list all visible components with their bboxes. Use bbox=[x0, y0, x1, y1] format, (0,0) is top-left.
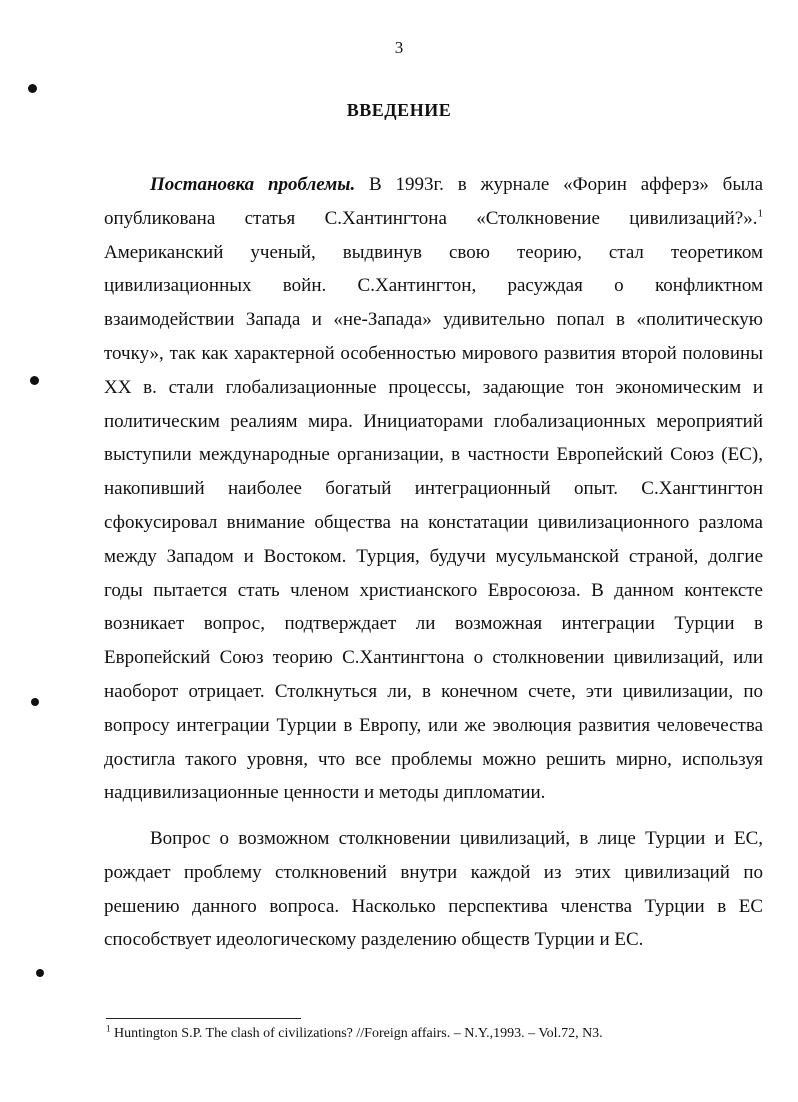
scan-mark bbox=[31, 698, 39, 706]
paragraph-text-start: В 1993г. в журнале «Форин афферз» была опубликована статья С.Хантингтона «Столкновение цивилизаций?». bbox=[104, 174, 764, 229]
paragraph-question: Вопрос о возможном столкновении цивилизаций, в лице Турции и ЕС, рождает проблему столкновений внутри каждой из этих цивилизаций по решению данного вопроса. Насколько перспектива членства Турции в ЕС способствует идеологическому разделению обществ Турции и ЕС. bbox=[104, 828, 763, 951]
scan-mark bbox=[36, 969, 44, 977]
scan-mark bbox=[30, 376, 39, 385]
footnote-reference: 1 bbox=[757, 207, 763, 220]
footnote-number: 1 bbox=[106, 1023, 111, 1034]
footnote-text: Huntington S.P. The clash of civilizations? //Foreign affairs. – N.Y.,1993. – Vol.72, N3. bbox=[110, 1026, 603, 1041]
lead-phrase: Постановка проблемы. bbox=[150, 174, 356, 195]
footnote bbox=[106, 1023, 766, 1042]
section-title: ВВЕДЕНИЕ bbox=[346, 100, 452, 120]
scan-mark bbox=[28, 84, 37, 93]
page-number: 3 bbox=[394, 38, 404, 57]
paragraph-problem-statement bbox=[104, 168, 763, 810]
footnote-separator bbox=[106, 1018, 301, 1019]
paragraph-text-continued: Американский ученый, выдвинув свою теорию, стал теоретиком цивилизационных войн. С.Хантингтон, расуждая о конфликтном взаимодействии Запада и «не-Запада» удивительно попал в «политическую точку», так как характерной особенностью мирового развития второй половины XX в. стали глобализационные процессы, задающие тон экономическим и политическим реалиям мира. Инициаторами глобализационных мероприятий выступили международные организации, в частности Европейский Союз (ЕС), накопивший наиболее богатый интеграционный опыт. С.Хангтингтон сфокусировал внимание общества на констатации цивилизационного разлома между Западом и Востоком. Турция, будучи мусульманской страной, долгие годы пытается стать членом христианского Евросоюза. В данном контексте возникает вопрос, подтверждает ли возможная интеграции Турции в Европейский Союз теорию С.Хантингтона о столкновении цивилизаций, или наоборот отрицает. Столкнуться ли, в конечном счете, эти цивилизации, по вопросу интеграции Турции в Европу, или же эволюция развития человечества достигла такого уровня, что все проблемы можно решить мирно, используя надцивилизационные ценности и методы дипломатии. bbox=[104, 241, 763, 804]
